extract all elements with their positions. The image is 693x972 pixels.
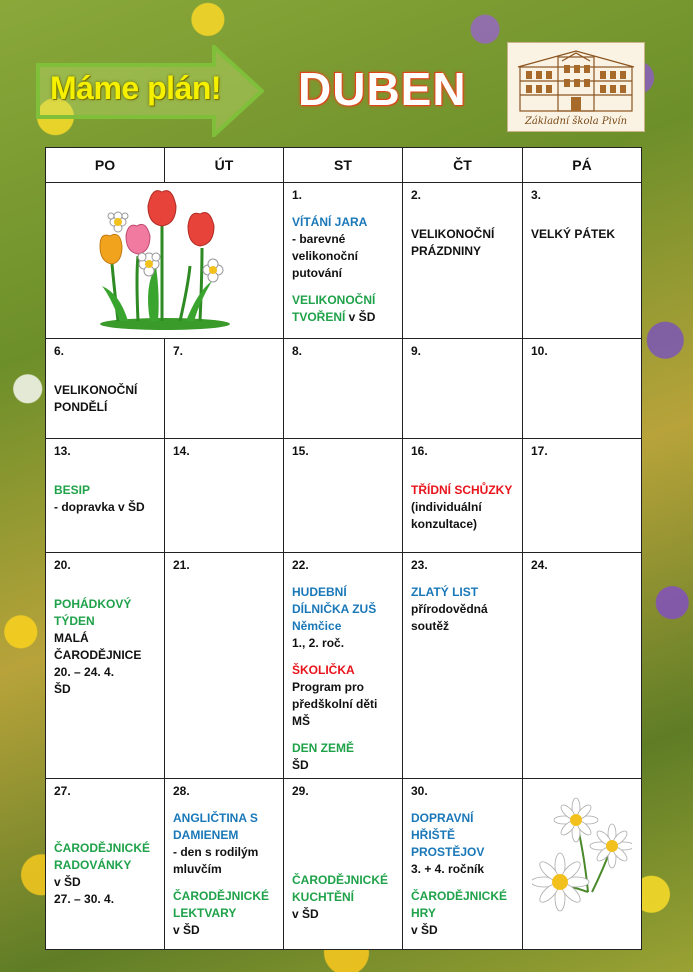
weekday-header: PÁ — [523, 148, 642, 183]
day-cell — [46, 779, 165, 950]
day-number: 23. — [411, 558, 428, 572]
day-number: 28. — [173, 784, 190, 798]
day-number: 10. — [531, 344, 548, 358]
day-cell — [523, 553, 642, 779]
event-dates: 20. – 24. 4. — [54, 665, 115, 679]
event-desc: - dopravka v ŠD — [54, 500, 145, 514]
day-cell — [46, 439, 165, 553]
event-desc: - barevné velikonoční putování — [292, 232, 359, 280]
slogan-title: Máme plán! — [50, 70, 222, 106]
day-number: 17. — [531, 444, 548, 458]
event-title: VÍTÁNÍ JARA — [292, 215, 368, 229]
day-number: 7. — [173, 344, 184, 358]
day-cell — [165, 779, 284, 950]
event-desc: (individuální konzultace) — [411, 500, 482, 531]
event-title: BESIP — [54, 483, 91, 497]
weekday-header: PO — [46, 148, 165, 183]
day-number: 15. — [292, 444, 309, 458]
event-title: VELIKONOČNÍ PONDĚLÍ — [54, 383, 138, 414]
daisies-icon — [532, 792, 632, 932]
day-number: 21. — [173, 558, 190, 572]
day-number: 3. — [531, 188, 542, 202]
event-desc: přírodovědná soutěž — [411, 602, 488, 633]
day-number: 9. — [411, 344, 422, 358]
day-cell — [284, 553, 403, 779]
day-cell — [284, 439, 403, 553]
calendar-table — [45, 147, 642, 950]
event-desc: v ŠD — [292, 907, 319, 921]
day-cell — [284, 779, 403, 950]
logo-caption: Základní škola Pivín — [524, 116, 628, 127]
event-title: ČARODĚJNICKÉ HRY — [411, 889, 508, 920]
day-cell — [284, 183, 403, 339]
event-desc: 3. + 4. ročník — [411, 862, 485, 876]
event-dates: 27. – 30. 4. — [54, 892, 115, 906]
school-logo — [507, 42, 645, 132]
day-cell — [523, 339, 642, 439]
day-cell — [403, 553, 523, 779]
event-desc: MALÁ ČARODĚJNICE — [54, 631, 142, 662]
weekday-header-row — [46, 148, 642, 183]
day-cell — [523, 439, 642, 553]
weekday-header: ÚT — [165, 148, 284, 183]
day-number: 14. — [173, 444, 190, 458]
day-number: 8. — [292, 344, 303, 358]
event-title: ČARODĚJNICKÉ RADOVÁNKY — [54, 841, 151, 872]
event-desc: ŠD — [292, 758, 309, 772]
event-desc: v ŠD — [54, 875, 81, 889]
tulips-illustration-cell — [46, 183, 284, 339]
event-title: DOPRAVNÍ HŘIŠTĚ PROSTĚJOV — [411, 811, 485, 859]
weekday-header: ČT — [403, 148, 523, 183]
day-number: 13. — [54, 444, 71, 458]
day-number: 2. — [411, 188, 422, 202]
day-number: 30. — [411, 784, 428, 798]
event-title: ČARODĚJNICKÉ LEKTVARY — [173, 889, 270, 920]
event-place: ŠD — [54, 682, 71, 696]
school-building-icon — [508, 43, 644, 113]
day-number: 16. — [411, 444, 428, 458]
day-cell — [165, 339, 284, 439]
weekday-header: ST — [284, 148, 403, 183]
daisies-illustration-cell — [523, 779, 642, 950]
week-row — [46, 439, 642, 553]
week-row — [46, 553, 642, 779]
event-desc: - den s rodilým mluvčím — [173, 845, 259, 876]
event-desc: v ŠD — [345, 310, 376, 324]
event-desc: v ŠD — [173, 923, 200, 937]
week-row — [46, 779, 642, 950]
event-desc: v ŠD — [411, 923, 438, 937]
week-row — [46, 339, 642, 439]
day-number: 27. — [54, 784, 71, 798]
event-desc: Program pro předškolní děti MŠ — [292, 680, 378, 728]
event-title: VELKÝ PÁTEK — [531, 227, 616, 241]
event-title: POHÁDKOVÝ TÝDEN — [54, 597, 132, 628]
event-title: ČARODĚJNICKÉ KUCHTĚNÍ — [292, 873, 389, 904]
day-number: 22. — [292, 558, 309, 572]
event-title: DEN ZEMĚ — [292, 741, 355, 755]
month-title: DUBEN — [298, 63, 467, 115]
day-cell — [403, 339, 523, 439]
event-title: ZLATÝ LIST — [411, 585, 479, 599]
day-cell — [165, 439, 284, 553]
day-number: 1. — [292, 188, 303, 202]
day-number: 29. — [292, 784, 309, 798]
day-number: 24. — [531, 558, 548, 572]
day-cell — [165, 553, 284, 779]
event-title: VELIKONOČNÍ TVOŘENÍ — [292, 293, 376, 324]
event-desc: 1., 2. roč. — [292, 636, 345, 650]
day-number: 20. — [54, 558, 71, 572]
day-cell — [46, 339, 165, 439]
event-title: VELIKONOČNÍ PRÁZDNINY — [411, 227, 495, 258]
day-cell — [403, 183, 523, 339]
tulips-icon — [90, 186, 240, 331]
day-number: 6. — [54, 344, 65, 358]
event-title: TŘÍDNÍ SCHŮZKY — [411, 483, 513, 497]
day-cell — [284, 339, 403, 439]
event-title: ANGLIČTINA S DAMIENEM — [173, 811, 258, 842]
day-cell — [46, 553, 165, 779]
day-cell — [523, 183, 642, 339]
event-title: HUDEBNÍ DÍLNIČKA ZUŠ Němčice — [292, 585, 377, 633]
day-cell — [403, 779, 523, 950]
day-cell — [403, 439, 523, 553]
event-title: ŠKOLIČKA — [292, 663, 355, 677]
week-row — [46, 183, 642, 339]
